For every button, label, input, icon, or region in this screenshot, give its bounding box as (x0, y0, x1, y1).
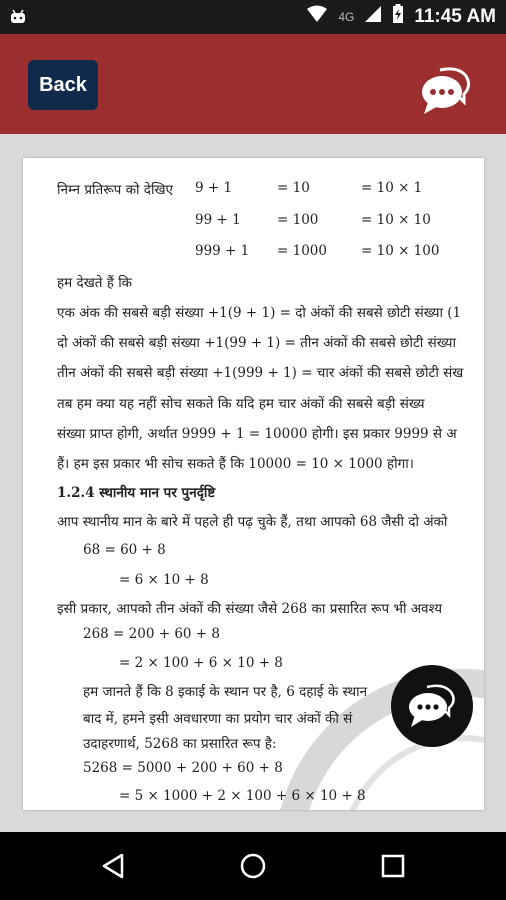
signal-icon (364, 5, 382, 29)
table-cell: = 10 × 1 (361, 180, 423, 196)
text-line: संख्या प्राप्त होगी, अर्थात 9999 + 1 = 10000 होगी। इस प्रकार 9999 से अ (57, 426, 457, 442)
equation: = 5 × 1000 + 2 × 100 + 6 × 10 + 8 (119, 788, 366, 804)
text-line: आप स्थानीय मान के बारे में पहले ही पढ़ चुके हैं, तथा आपको 68 जैसी दो अंको (57, 514, 448, 530)
text-line: इसी प्रकार, आपको तीन अंकों की संख्या जैसे 268 का प्रसारित रूप भी अवश्य (57, 601, 443, 617)
network-type: 4G (338, 10, 355, 24)
navigation-bar (0, 832, 506, 900)
equation: 68 = 60 + 8 (83, 542, 166, 558)
chat-fab-button[interactable] (391, 665, 473, 747)
text-line: उदाहरणार्थ, 5268 का प्रसारित रूप है: (83, 736, 277, 752)
table-cell: = 1000 (277, 243, 327, 259)
text-line: हम देखते हैं कि (57, 275, 133, 291)
battery-icon (392, 4, 404, 30)
clock: 11:45 AM (414, 6, 496, 27)
table-cell: = 10 × 100 (361, 243, 440, 259)
equation: = 2 × 100 + 6 × 10 + 8 (119, 655, 283, 671)
recents-nav-icon[interactable] (373, 846, 413, 886)
text-line: बाद में, हमने इसी अवधारणा का प्रयोग चार अंकों की सं (83, 711, 353, 727)
back-button[interactable]: Back (28, 60, 98, 110)
table-cell: = 10 (277, 180, 310, 196)
status-bar (0, 0, 506, 34)
text-line: दो अंकों की सबसे बड़ी संख्या +1(99 + 1) = तीन अंकों की सबसे छोटी संख्या (57, 335, 456, 351)
equation: 268 = 200 + 60 + 8 (83, 626, 220, 642)
text-line: हम जानते हैं कि 8 इकाई के स्थान पर है, 6 दहाई के स्थान (83, 684, 368, 700)
equation: 5268 = 5000 + 200 + 60 + 8 (83, 760, 283, 776)
text-line: एक अंक की सबसे बड़ी संख्या +1(9 + 1) = दो अंकों की सबसे छोटी संख्या (1 (57, 305, 462, 321)
table-cell: 999 + 1 (195, 243, 250, 259)
chat-icon (391, 665, 473, 747)
text-line: तीन अंकों की सबसे बड़ी संख्या +1(999 + 1) = चार अंकों की सबसे छोटी संख (57, 365, 464, 381)
home-nav-icon[interactable] (233, 846, 273, 886)
section-heading: 1.2.4 स्थानीय मान पर पुनर्दृष्टि (57, 485, 216, 501)
intro-text: निम्न प्रतिरूप को देखिए (57, 182, 173, 198)
table-cell: 99 + 1 (195, 212, 241, 228)
text-line: हैं। हम इस प्रकार भी सोच सकते हैं कि 10000 = 10 × 1000 होगा। (57, 456, 414, 472)
chat-icon[interactable] (418, 62, 472, 116)
back-nav-icon[interactable] (94, 846, 134, 886)
table-cell: = 100 (277, 212, 319, 228)
equation: = 6 × 10 + 8 (119, 572, 209, 588)
table-cell: = 10 × 10 (361, 212, 431, 228)
table-cell: 9 + 1 (195, 180, 233, 196)
android-icon (10, 9, 26, 30)
wifi-icon (306, 5, 328, 29)
text-line: तब हम क्या यह नहीं सोच सकते कि यदि हम चार अंकों की सबसे बड़ी संख्य (57, 396, 425, 412)
